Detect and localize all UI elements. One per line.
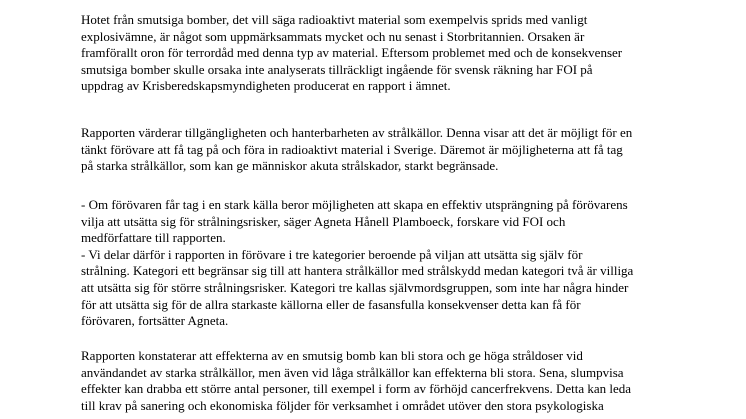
text-line: förövaren, fortsätter Agneta.: [81, 313, 229, 329]
text-line: - Vi delar därför i rapporten in förövare i tre kategorier beroende på viljan att utsätta sig själv för: [81, 246, 583, 262]
text-line: explosivämne, är något som uppmärksammats mycket och nu senast i Storbritannien. Orsaken är: [81, 28, 585, 44]
paragraph-intro: [81, 12, 721, 95]
text-line: Rapporten konstaterar att effekterna av en smutsig bomb kan bli stora och ge höga stråldoser vid: [81, 348, 583, 363]
paragraph-quotes: [81, 197, 721, 330]
text-line: uppdrag av Krisberedskapsmyndigheten producerat en rapport i ämnet.: [81, 78, 451, 94]
text-line: på starka strålkällor, som kan ge människor akuta strålskador, starkt begränsade.: [81, 158, 499, 174]
text-line: strålning. Kategori ett begränsar sig till att hantera strålkällor med strålskydd medan kategori två är villiga: [81, 263, 634, 279]
text-line: att utsätta sig för större strålningsrisker. Kategori tre kallas självmordsgruppen, som inte har några hinder: [81, 279, 629, 295]
text-line: tänkt förövare att få tag på och föra in radioaktivt material i Sverige. Däremot är möjligheterna att få tag: [81, 141, 623, 157]
text-line: effekter kan drabba ett större antal personer, till exempel i form av förhöjd cancerfrekvens. Detta kan leda: [81, 381, 632, 397]
text-line: Rapporten värderar tillgängligheten och hanterbarheten av strålkällor. Denna visar att det är möjligt för en: [81, 125, 633, 140]
text-line: för att utsätta sig för de allra starkaste källorna eller de fasansfulla konsekvenser detta kan få för: [81, 296, 581, 312]
text-line: medförfattare till rapporten.: [81, 230, 226, 246]
text-line: till krav på sanering och ekonomiska följder för verksamhet i området utöver den stora psykologiska: [81, 397, 604, 413]
text-line: Hotet från smutsiga bomber, det vill säga radioaktivt material som exempelvis sprids med vanligt: [81, 12, 588, 27]
paragraph-availability: [81, 125, 721, 175]
text-line: - Om förövaren får tag i en stark källa beror möjligheten att skapa en effektiv utsprängning på förövarens: [81, 197, 628, 212]
text-line: användandet av starka strålkällor, men även vid låga strålkällor kan effekterna bli stora. Sena, slumpvisa: [81, 364, 624, 380]
text-line: framförallt oron för terrordåd med denna typ av material. Eftersom problemet med och de konsekvenser: [81, 45, 623, 61]
text-line: vilja att utsätta sig för strålningsrisker, säger Agneta Hånell Plamboeck, forskare vid FOI och: [81, 213, 566, 229]
text-line: smutsiga bomber skulle orsaka inte analyserats tillräckligt ingående för svensk räkning har FOI på: [81, 61, 593, 77]
paragraph-effects: [81, 348, 721, 414]
